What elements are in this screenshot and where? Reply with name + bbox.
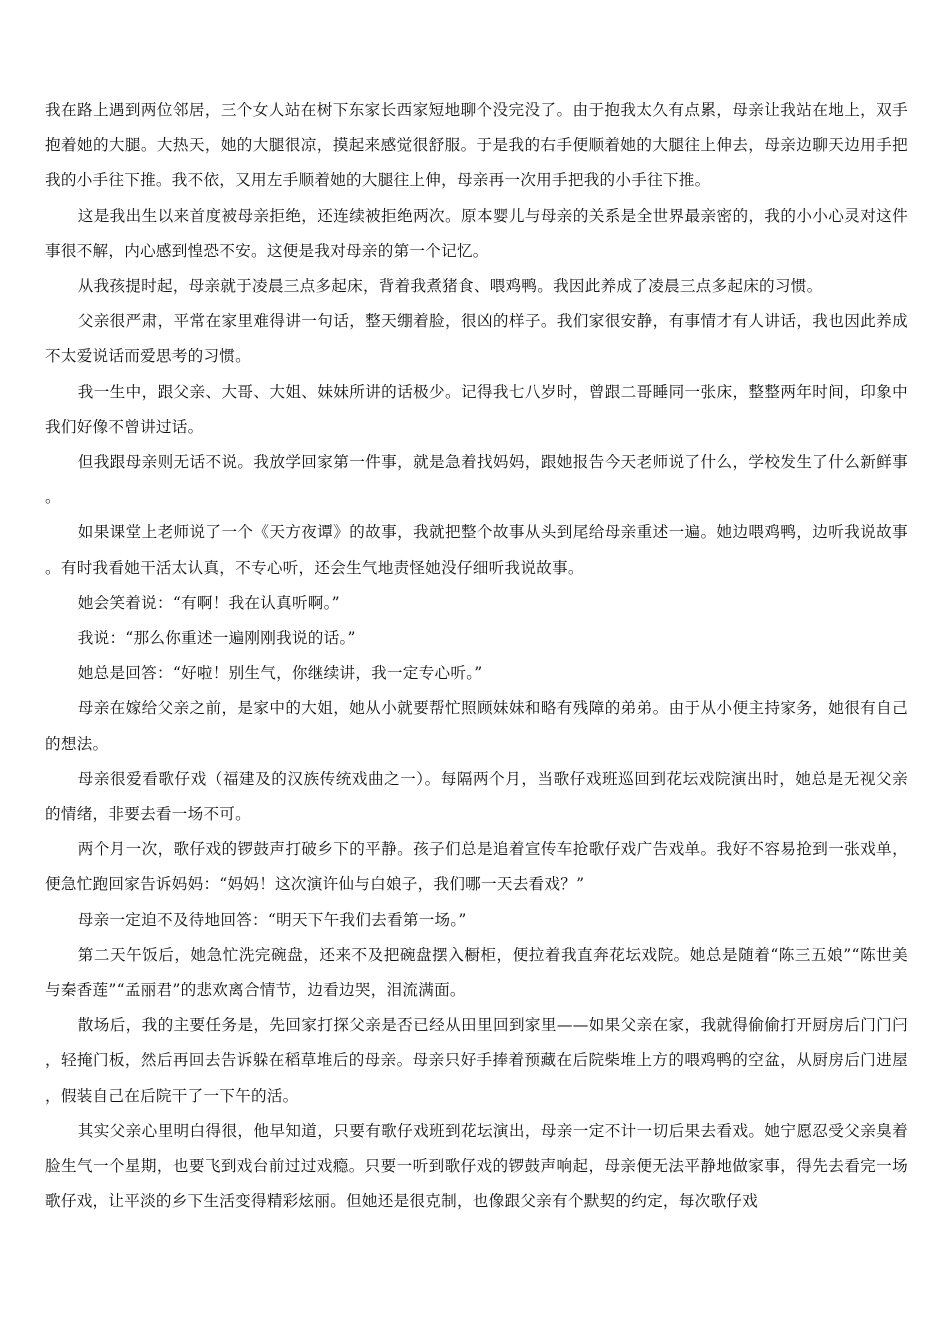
paragraph: 父亲很严肃，平常在家里难得讲一句话，整天绷着脸，很凶的样子。我们家很安静，有事情才有人讲话，我也因此养成不太爱说话而爱思考的习惯。 [45,312,908,366]
paragraph: 两个月一次，歌仔戏的锣鼓声打破乡下的平静。孩子们总是追着宣传车抢歌仔戏广告戏单。我好不容易抢到一张戏单，便急忙跑回家告诉妈妈：“妈妈！这次演许仙与白娘子，我们哪一天去看戏？” [45,840,908,894]
paragraph: 如果课堂上老师说了一个《天方夜谭》的故事，我就把整个故事从头到尾给母亲重述一遍。她边喂鸡鸭，边听我说故事。有时我看她干活太认真，不专心听，还会生气地责怪她没仔细听我说故事。 [45,523,908,577]
paragraph: 她会笑着说：“有啊！我在认真听啊。” [77,593,340,612]
paragraph: 但我跟母亲则无话不说。我放学回家第一件事，就是急着找妈妈，跟她报告今天老师说了什么，学校发生了什么新鲜事。 [45,453,908,507]
paragraph: 母亲很爱看歌仔戏（福建及的汉族传统戏曲之一）。每隔两个月，当歌仔戏班巡回到花坛戏院演出时，她总是无视父亲的情绪，非要去看一场不可。 [45,769,908,824]
paragraph: 第二天午饭后，她急忙洗完碗盘，还来不及把碗盘摆入橱柜，便拉着我直奔花坛戏院。她总是随着“陈三五娘”“陈世美与秦香莲”“孟丽君”的悲欢离合情节，边看边哭，泪流满面。 [45,945,908,1000]
paragraph: 散场后，我的主要任务是，先回家打探父亲是否已经从田里回到家里——如果父亲在家，我就得偷偷打开厨房后门门闩，轻掩门板，然后再回去告诉躲在稻草堆后的母亲。母亲只好手捧着预藏在后院柴堆上方的喂鸡鸭的空盆，从厨房后门进屋，假装自己在后院干了一下午的活。 [45,1016,908,1105]
paragraph: 她总是回答：“好啦！别生气，你继续讲，我一定专心听。” [77,664,483,683]
paragraph: 我说：“那么你重述一遍刚刚我说的话。” [77,629,356,648]
paragraph: 从我孩提时起，母亲就于凌晨三点多起床，背着我煮猪食、喂鸡鸭。我因此养成了凌晨三点多起床的习惯。 [77,277,823,296]
paragraph: 母亲一定迫不及待地回答：“明天下午我们去看第一场。” [77,910,467,929]
paragraph: 我一生中，跟父亲、大哥、大姐、妹妹所讲的话极少。记得我七八岁时，曾跟二哥睡同一张床，整整两年时间，印象中我们好像不曾讲过话。 [45,382,908,436]
paragraph: 我在路上遇到两位邻居，三个女人站在树下东家长西家短地聊个没完没了。由于抱我太久有点累，母亲让我站在地上，双手抱着她的大腿。大热天，她的大腿很凉，摸起来感觉很舒服。于是我的右手便顺着她的大腿往上伸去，母亲边聊天边用手把我的小手往下推。我不依，又用左手顺着她的大腿往上伸，母亲再一次用手把我的小手往下推。 [45,101,908,190]
paragraph: 其实父亲心里明白得很，他早知道，只要有歌仔戏班到花坛演出，母亲一定不计一切后果去看戏。她宁愿忍受父亲臭着脸生气一个星期，也要飞到戏台前过过戏瘾。只要一听到歌仔戏的锣鼓声响起，母亲便无法平静地做家事，得先去看完一场歌仔戏，让平淡的乡下生活变得精彩炫丽。但她还是很克制，也像跟父亲有个默契的约定，每次歌仔戏 [45,1121,908,1211]
paragraph: 母亲在嫁给父亲之前，是家中的大姐，她从小就要帮忙照顾妹妹和略有残障的弟弟。由于从小便主持家务，她很有自己的想法。 [45,699,908,753]
document-body [45,93,908,1220]
paragraph: 这是我出生以来首度被母亲拒绝，还连续被拒绝两次。原本婴儿与母亲的关系是全世界最亲密的，我的小小心灵对这件事很不解，内心感到惶恐不安。这便是我对母亲的第一个记忆。 [45,206,908,260]
